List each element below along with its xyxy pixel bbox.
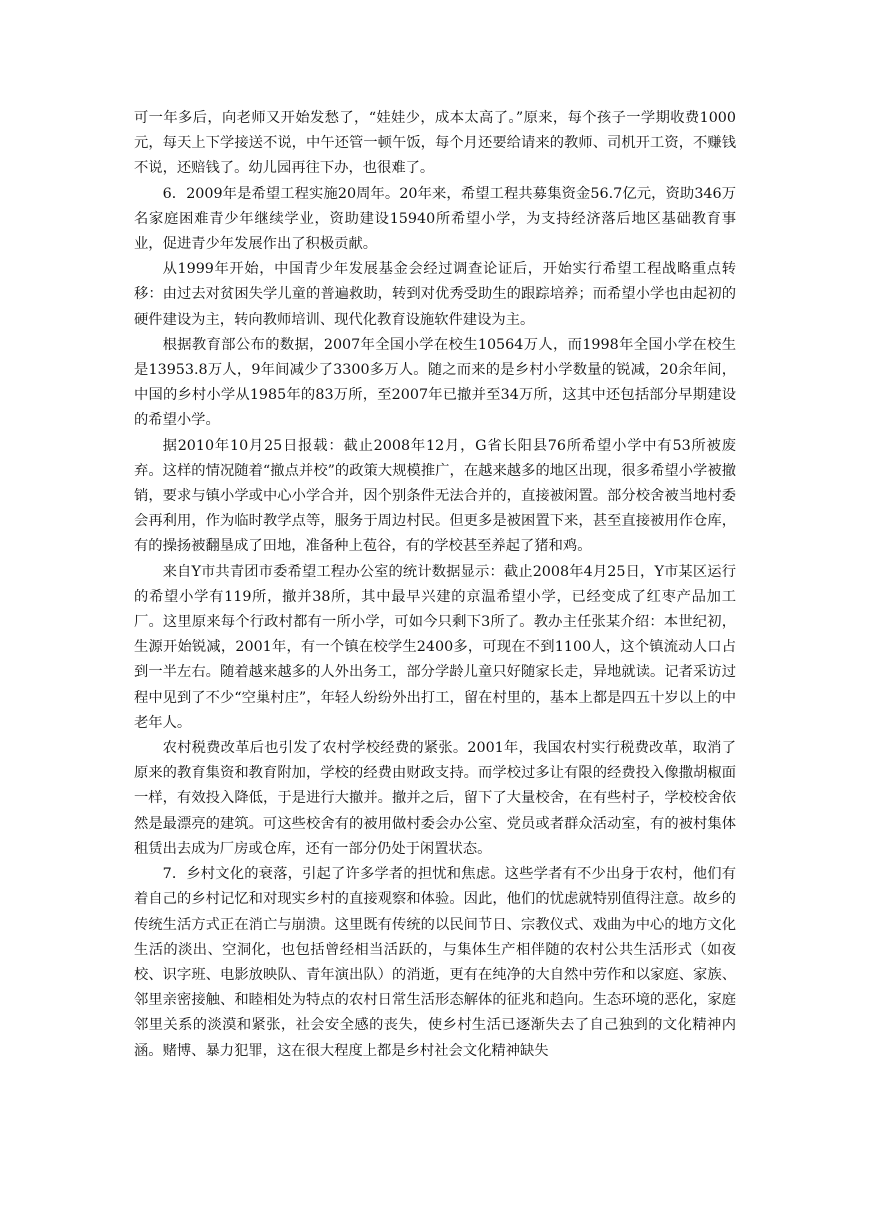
paragraph-5: 据2010年10月25日报载：截止2008年12月，G省长阳县76所希望小学中有53所被废弃。这样的情况随着“撤点并校”的政策大规模推广，在越来越多的地区出现，很多希望小学被撤销，要求与镇小学或中心小学合并，因个别条件无法合并的，直接被闲置。部分校舍被当地村委会再利用，作为临时教学点等，服务于周边村民。但更多是被困置下来，甚至直接被用作仓库，有的操扬被翻垦成了田地，准备种上苞谷，有的学校甚至养起了猪和鸡。 [134, 437, 736, 555]
document-body [134, 106, 736, 1064]
paragraph-3: 从1999年开始，中国青少年发展基金会经过调查论证后，开始实行希望工程战略重点转移：由过去对贫困失学儿童的普遍救助，转到对优秀受助生的跟踪培养；而希望小学也由起初的硬件建设为主，转向教师培训、现代化教育设施软件建设为主。 [134, 261, 736, 328]
paragraph-7: 农村税费改革后也引发了农村学校经费的紧张。2001年，我国农村实行税费改革，取消了原来的教育集资和教育附加，学校的经费由财政支持。而学校过多让有限的经费投入像撒胡椒面一样，有效投入降低，于是进行大撤并。撤并之后，留下了大量校舍，在有些村子，学校校舍依然是最漂亮的建筑。可这些校舍有的被用做村委会办公室、党员或者群众活动室，有的被村集体租赁出去成为厂房或仓库，还有一部分仍处于闲置状态。 [134, 740, 736, 857]
paragraph-8: 7．乡村文化的衰落，引起了许多学者的担忧和焦虑。这些学者有不少出身于农村，他们有着自己的乡村记忆和对现实乡村的直接观察和体验。因此，他们的忧虑就特别值得注意。故乡的传统生活方式正在消亡与崩溃。这里既有传统的以民间节日、宗教仪式、戏曲为中心的地方文化生活的淡出、空洞化，也包括曾经相当活跃的，与集体生产相伴随的农村公共生活形式（如夜校、识字班、电影放映队、青年演出队）的消逝，更有在纯净的大自然中劳作和以家庭、家族、邻里亲密接触、和睦相处为特点的农村日常生活形态解体的征兆和趋向。生态环境的恶化，家庭邻里关系的淡漠和紧张，社会安全感的丧失，使乡村生活已逐渐失去了自己独到的文化精神内涵。赌博、暴力犯罪，这在很大程度上都是乡村社会文化精神缺失 [134, 866, 736, 1059]
paragraph-2: 6．2009年是希望工程实施20周年。20年来，希望工程共募集资金56.7亿元，资助346万名家庭困难青少年继续学业，资助建设15940所希望小学，为支持经济落后地区基础教育事业，促进青少年发展作出了积极贡献。 [134, 185, 736, 253]
paragraph-1: 可一年多后，向老师又开始发愁了，“娃娃少，成本太高了。”原来，每个孩子一学期收费1000元，每天上下学接送不说，中午还管一顿午饭，每个月还要给请来的教师、司机开工资，不赚钱不说，还赔钱了。幼儿园再往下办，也很难了。 [134, 110, 736, 177]
paragraph-4: 根据教育部公布的数据，2007年全国小学在校生10564万人，而1998年全国小学在校生是13953.8万人，9年间减少了3300多万人。随之而来的是乡村小学数量的锐减，20余年间，中国的乡村小学从1985年的83万所，至2007年已撤并至34万所，这其中还包括部分早期建设的希望小学。 [134, 336, 736, 429]
paragraph-6: 来自Y市共青团市委希望工程办公室的统计数据显示：截止2008年4月25日，Y市某区运行的希望小学有119所，撤并38所，其中最早兴建的京温希望小学，已经变成了红枣产品加工厂。这里原来每个行政村都有一所小学，可如今只剩下3所了。教办主任张某介绍：本世纪初，生源开始锐减，2001年，有一个镇在校学生2400多，可现在不到1100人，这个镇流动人口占到一半左右。随着越来越多的人外出务工，部分学龄儿童只好随家长走，异地就读。记者采访过程中见到了不少“空巢村庄”，年轻人纷纷外出打工，留在村里的，基本上都是四五十岁以上的中老年人。 [134, 563, 736, 731]
